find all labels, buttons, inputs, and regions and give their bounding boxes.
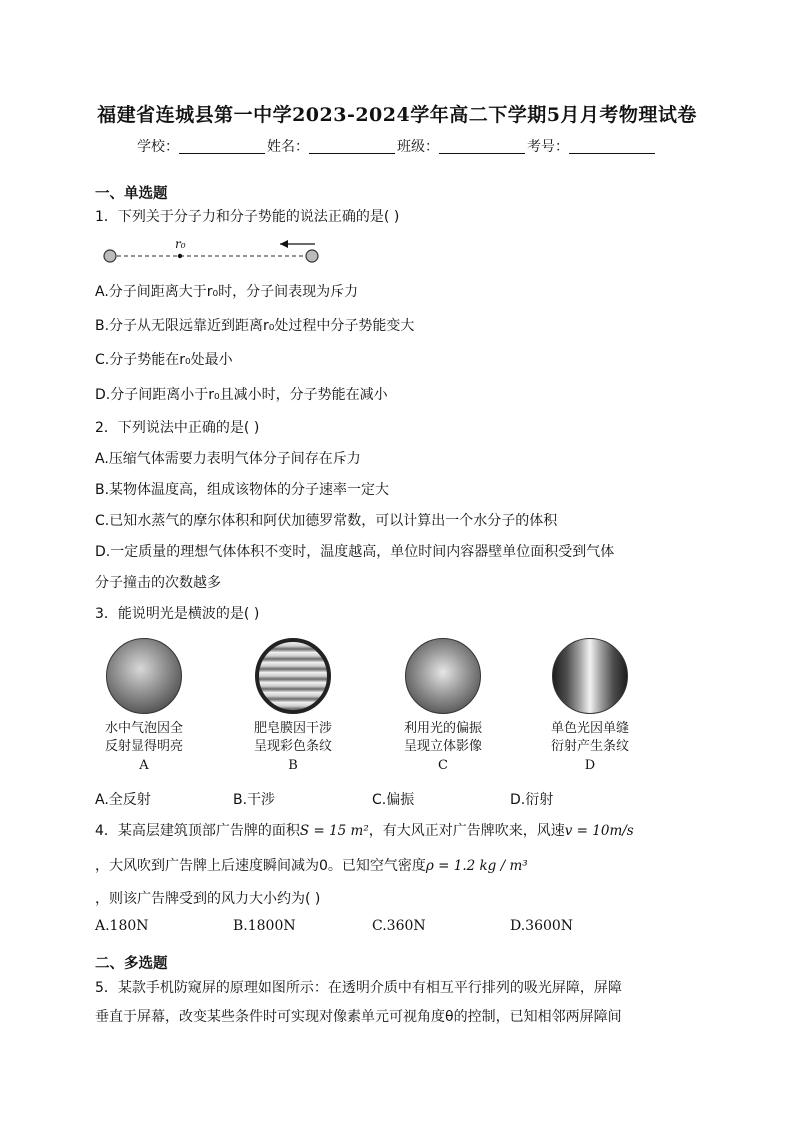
q4-option-a: A.180N xyxy=(95,918,149,934)
q4-density-formula: ρ = 1.2 kg / m³ xyxy=(425,858,528,874)
q2-stem: 2．下列说法中正确的是( ) xyxy=(95,420,260,436)
section-multi-choice: 二、多选题 xyxy=(95,956,168,972)
q2-option-a: A.压缩气体需要力表明气体分子间存在斥力 xyxy=(95,451,361,467)
exam-no-label: 考号： xyxy=(527,139,569,155)
q1-option-c: C.分子势能在r₀处最小 xyxy=(95,352,233,368)
name-label: 姓名： xyxy=(267,139,309,155)
q3-polarization-image xyxy=(405,638,481,714)
q3-figure-d-caption2: 衍射产生条纹 xyxy=(550,739,629,754)
q2-option-c: C.已知水蒸气的摩尔体积和阿伏加德罗常数，可以计算出一个水分子的体积 xyxy=(95,513,558,529)
q4-option-c: C.360N xyxy=(372,918,426,934)
section-single-choice: 一、单选题 xyxy=(95,186,168,202)
q5-line1: 5．某款手机防窥屏的原理如图所示：在透明介质中有相互平行排列的吸光屏障，屏障 xyxy=(95,980,622,996)
q3-figure-c-letter: C xyxy=(438,758,448,773)
q4-line2 xyxy=(95,855,528,875)
q4-line1-prefix: 4．某高层建筑顶部广告牌的面积 xyxy=(95,823,300,839)
q3-figure-d xyxy=(544,638,636,773)
q3-option-c: C.偏振 xyxy=(372,792,415,808)
q4-option-b: B.1800N xyxy=(233,918,296,934)
q3-figure-c-caption2: 呈现立体影像 xyxy=(403,739,482,754)
q4-area-formula: S = 15 m² xyxy=(299,823,369,839)
q1-molecule-figure xyxy=(100,236,325,266)
exam-title: 福建省连城县第一中学2023-2024学年高二下学期5月月考物理试卷 xyxy=(97,104,697,126)
q1-option-a: A.分子间距离大于r₀时，分子间表现为斥力 xyxy=(95,284,359,300)
q3-stem: 3．能说明光是横波的是( ) xyxy=(95,606,260,622)
q1-option-b: B.分子从无限远靠近到距离r₀处过程中分子势能变大 xyxy=(95,318,415,334)
q3-figure-b-caption1: 肥皂膜因干涉 xyxy=(253,721,332,736)
school-label: 学校： xyxy=(137,139,179,155)
class-blank xyxy=(439,139,525,154)
q2-option-d-line2: 分子撞击的次数越多 xyxy=(95,575,221,591)
q3-bubble-image xyxy=(106,638,182,714)
q1-r0-label: r₀ xyxy=(175,237,186,251)
q3-figure-a-letter: A xyxy=(139,758,149,773)
q3-figure-c-caption1: 利用光的偏振 xyxy=(403,721,482,736)
exam-no-blank xyxy=(569,139,655,154)
q3-figure-b-letter: B xyxy=(288,758,298,773)
q3-figure-a-caption2: 反射显得明亮 xyxy=(104,739,183,754)
q1-right-molecule xyxy=(306,250,318,262)
student-info-line xyxy=(0,136,794,156)
q3-figure-b-caption2: 呈现彩色条纹 xyxy=(253,739,332,754)
q2-option-d-line1: D.一定质量的理想气体体积不变时，温度越高，单位时间内容器壁单位面积受到气体 xyxy=(95,544,615,560)
q4-speed-formula: v = 10m/s xyxy=(564,823,634,839)
q3-soap-film-image xyxy=(255,638,331,714)
q1-r0-point xyxy=(178,254,182,258)
q4-line1-middle: ，有大风正对广告牌吹来，风速 xyxy=(368,823,565,839)
q3-figure-a xyxy=(98,638,190,773)
q3-figure-b xyxy=(247,638,339,773)
q5-line2: 垂直于屏幕，改变某些条件时可实现对像素单元可视角度θ的控制，已知相邻两屏障间 xyxy=(95,1009,622,1025)
q4-line1 xyxy=(95,820,634,840)
q3-figure-d-caption1: 单色光因单缝 xyxy=(550,721,629,736)
q4-line3: ，则该广告牌受到的风力大小约为( ) xyxy=(95,891,321,907)
q1-arrow-head xyxy=(280,240,288,248)
q3-diffraction-image xyxy=(552,638,628,714)
q1-option-d: D.分子间距离小于r₀且减小时，分子势能在减小 xyxy=(95,387,388,403)
q2-option-b: B.某物体温度高，组成该物体的分子速率一定大 xyxy=(95,482,390,498)
q3-option-a: A.全反射 xyxy=(95,792,151,808)
q3-figure-d-letter: D xyxy=(584,758,596,773)
q1-stem: 1．下列关于分子力和分子势能的说法正确的是( ) xyxy=(95,209,400,225)
q1-left-molecule xyxy=(104,250,116,262)
name-blank xyxy=(309,139,395,154)
q3-figure-a-caption1: 水中气泡因全 xyxy=(104,721,183,736)
q4-line2-prefix: ，大风吹到广告牌上后速度瞬间减为0。已知空气密度 xyxy=(95,858,426,874)
class-label: 班级： xyxy=(397,139,439,155)
school-blank xyxy=(179,139,265,154)
q4-option-d: D.3600N xyxy=(510,918,574,934)
q3-figure-c xyxy=(397,638,489,773)
q3-option-d: D.衍射 xyxy=(510,792,554,808)
q3-option-b: B.干涉 xyxy=(233,792,276,808)
